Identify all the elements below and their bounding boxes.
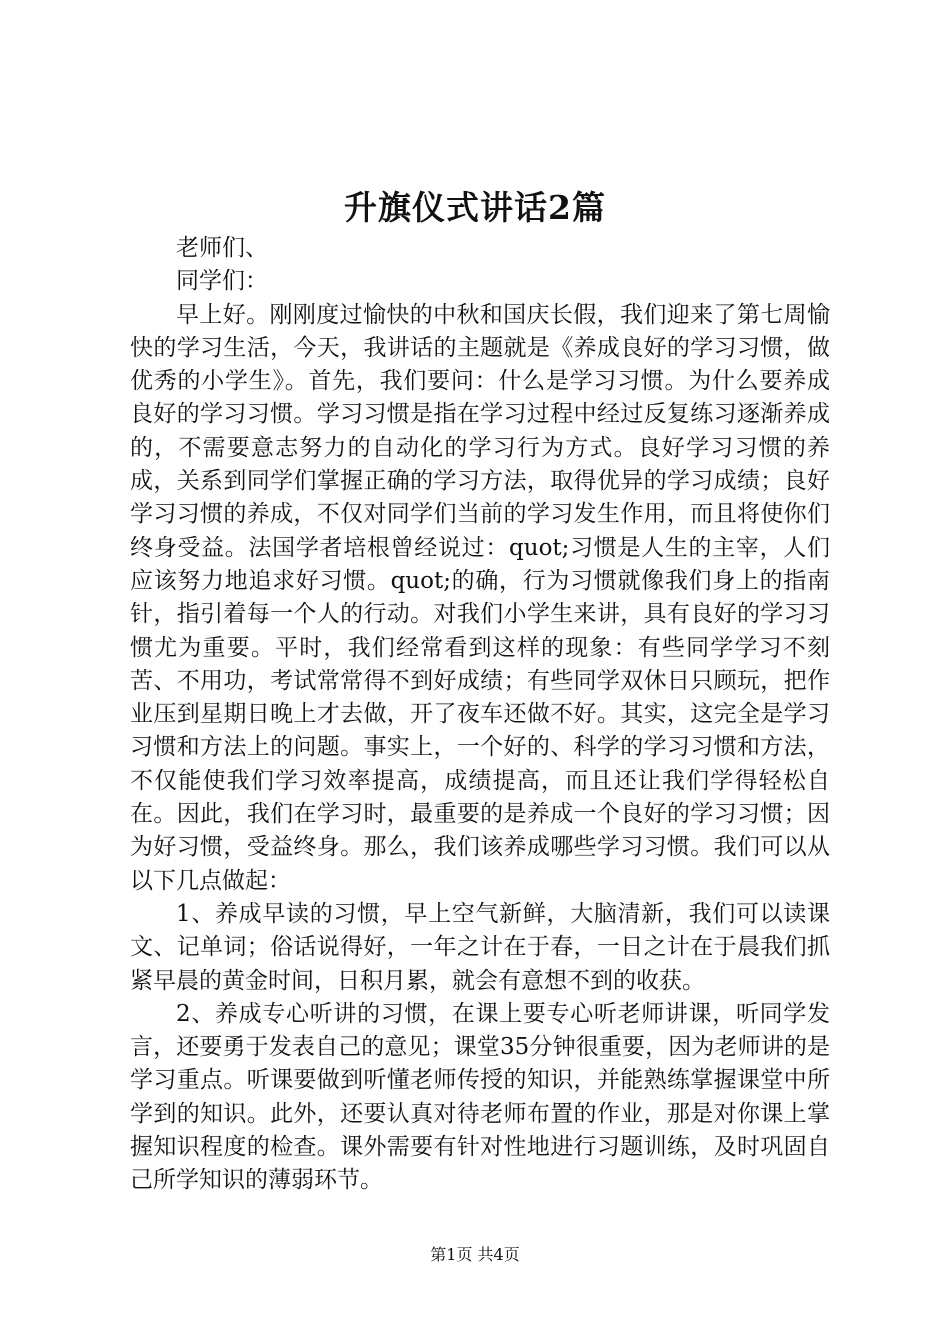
salutation-students: 同学们： xyxy=(176,268,268,295)
salutation-teachers: 老师们、 xyxy=(176,235,268,261)
document-title: 升旗仪式讲话2篇 xyxy=(344,188,606,227)
paragraph-point-1: 1、养成早读的习惯，早上空气新鲜，大脑清新，我们可以读课文、记单词；俗话说得好，一年之计在于春，一日之计在于晨我们抓紧早晨的黄金时间，日积月累，就会有意想不到的收获。 xyxy=(130,900,830,994)
page-footer: 第1页 共4页 xyxy=(430,1245,520,1264)
paragraph-intro: 早上好。刚刚度过愉快的中秋和国庆长假，我们迎来了第七周愉快的学习生活，今天，我讲话的主题就是《养成良好的学习习惯，做优秀的小学生》。首先，我们要问：什么是学习习惯。为什么要养成良好的学习习惯。学习习惯是指在学习过程中经过反复练习逐渐养成的，不需要意志努力的自动化的学习行为方式。良好学习习惯的养成，关系到同学们掌握正确的学习方法，取得优异的学习成绩；良好学习习惯的养成，不仅对同学们当前的学习发生作用，而且将使你们终身受益。法国学者培根曾经说过：quot;习惯是人生的主宰，人们应该努力地追求好习惯。quot;的确，行为习惯就像我们身上的指南针，指引着每一个人的行动。对我们小学生来讲，具有良好的学习习惯尤为重要。平时，我们经常看到这样的现象：有些同学学习不刻苦、不用功，考试常常得不到好成绩；有些同学双休日只顾玩，把作业压到星期日晚上才去做，开了夜车还做不好。其实，这完全是学习习惯和方法上的问题。事实上，一个好的、科学的学习习惯和方法，不仅能使我们学习效率提高，成绩提高，而且还让我们学得轻松自在。因此，我们在学习时，最重要的是养成一个良好的学习习惯；因为好习惯，受益终身。那么，我们该养成哪些学习习惯。我们可以从以下几点做起： xyxy=(130,301,830,894)
paragraph-point-2: 2、养成专心听讲的习惯，在课上要专心听老师讲课，听同学发言，还要勇于发表自己的意见；课堂35分钟很重要，因为老师讲的是学习重点。听课要做到听懂老师传授的知识，并能熟练掌握课堂中所学到的知识。此外，还要认真对待老师布置的作业，那是对你课上掌握知识程度的检查。课外需要有针对性地进行习题训练，及时巩固自己所学知识的薄弱环节。 xyxy=(130,1000,830,1194)
document-body xyxy=(130,232,830,1198)
